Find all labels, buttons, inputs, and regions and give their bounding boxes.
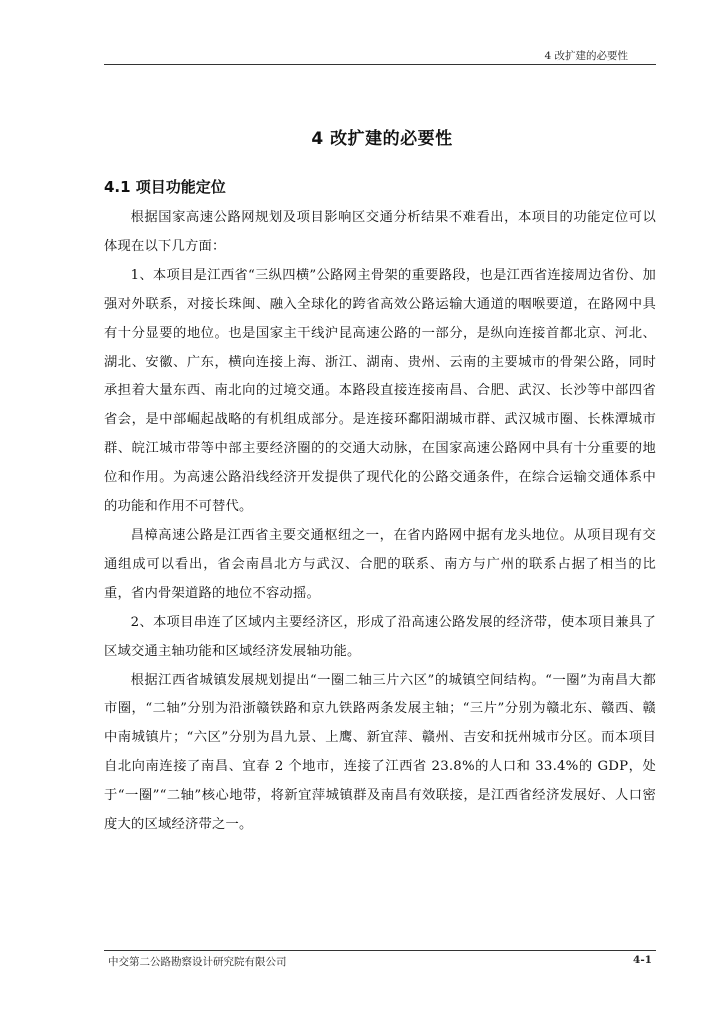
paragraph: 2、本项目串连了区域内主要经济区，形成了沿高速公路发展的经济带，使本项目兼具了区域交通主轴功能和区域经济发展轴功能。: [104, 614, 656, 659]
footer-divider: [104, 950, 656, 951]
page-number: 4-1: [633, 954, 652, 966]
section-title: 4.1 项目功能定位: [104, 178, 226, 196]
footer-company: 中交第二公路勘察设计研究院有限公司: [108, 956, 287, 968]
body-text: [104, 204, 656, 840]
running-header: 4 改扩建的必要性: [544, 50, 628, 62]
header-divider: [104, 64, 656, 65]
paragraph: 根据江西省城镇发展规划提出“一圈二轴三片六区”的城镇空间结构。“一圈”为南昌大都市圈，“二轴”分别为沿浙赣铁路和京九铁路两条发展主轴；“三片”分别为赣北东、赣西、赣中南城镇片；“六区”分别为昌九景、上鹰、新宜萍、赣州、吉安和抚州城市分区。而本项目自北向南连接了南昌、宜春 2 个地市，连接了江西省 23.8%的人口和 33.4%的 GDP，处于“一圈”“二轴”核心地带，将新宜萍城镇群及南昌有效联接，是江西省经济发展好、人口密度大的区域经济带之一。: [104, 672, 656, 833]
paragraph: 根据国家高速公路网规划及项目影响区交通分析结果不难看出，本项目的功能定位可以体现在以下几方面：: [104, 210, 656, 254]
paragraph: 昌樟高速公路是江西省主要交通枢纽之一，在省内路网中据有龙头地位。从项目现有交通组成可以看出，省会南昌北方与武汉、合肥的联系、南方与广州的联系占据了相当的比重，省内骨架道路的地位不容动摇。: [104, 527, 656, 601]
paragraph: 1、本项目是江西省“三纵四横”公路网主骨架的重要路段，也是江西省连接周边省份、加强对外联系，对接长珠闽、融入全球化的跨省高效公路运输大通道的咽喉要道，在路网中具有十分显要的地位。也是国家主干线沪昆高速公路的一部分，是纵向连接首都北京、河北、湖北、安徽、广东，横向连接上海、浙江、湖南、贵州、云南的主要城市的骨架公路，同时承担着大量东西、南北向的过境交通。本路段直接连接南昌、合肥、武汉、长沙等中部四省省会，是中部崛起战略的有机组成部分。是连接环鄱阳湖城市群、武汉城市圈、长株潭城市群、皖江城市带等中部主要经济圈的的交通大动脉，在国家高速公路网中具有十分重要的地位和作用。为高速公路沿线经济开发提供了现代化的公路交通条件，在综合运输交通体系中的功能和作用不可替代。: [104, 267, 656, 515]
chapter-title: 4 改扩建的必要性: [311, 129, 453, 149]
